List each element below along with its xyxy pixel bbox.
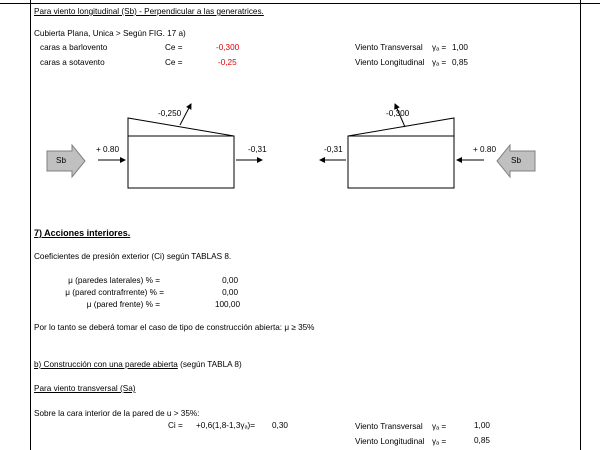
section-7-intro: Coeficientes de presión exterior (Ci) según TABLAS 8.: [34, 252, 232, 261]
section-sb-title: Para viento longitudinal (Sb) - Perpendicular a las generatrices.: [34, 7, 264, 16]
row-barlovento-factor-symbol: γₐ =: [432, 43, 447, 52]
section-b-title-rest: (según TABLA 8): [177, 360, 242, 369]
ci-formula: +0,6(1,8-1,3γₐ)=: [196, 421, 256, 430]
row-barlovento-label: caras a barlovento: [40, 43, 108, 52]
section-b-factor-longitudinal-symbol: γₐ =: [432, 437, 447, 446]
section-b-factor-transversal-value: 1,00: [474, 421, 490, 430]
row-sotavento-ce-label: Ce =: [165, 58, 183, 67]
section-sb-subtitle: Cubierta Plana, Unica > Según FIG. 17 a): [34, 29, 186, 38]
row-sotavento-factor-value: 0,85: [452, 58, 468, 67]
mu-frente-value: 100,00: [214, 300, 240, 309]
row-sotavento-factor-label: Viento Longitudinal: [355, 58, 425, 67]
section-b-line: Sobre la cara interior de la pared de u > 35%:: [34, 409, 200, 418]
section-b-title: [34, 360, 242, 370]
row-barlovento-ce-value: -0,300: [216, 43, 240, 52]
right-leeward-value: -0,31: [324, 145, 343, 154]
right-wind-label: Sb: [511, 156, 522, 165]
ci-value: 0,30: [272, 421, 288, 430]
ci-label: Ci =: [168, 421, 183, 430]
row-barlovento-ce-label: Ce =: [165, 43, 183, 52]
row-barlovento-factor-label: Viento Transversal: [355, 43, 423, 52]
section-b-factor-transversal-symbol: γₐ =: [432, 422, 447, 431]
left-wall-value: + 0.80: [96, 145, 119, 154]
section-b-factor-longitudinal-value: 0,85: [474, 436, 490, 445]
section-b-title-main: b) Construcción con una parede abierta: [34, 360, 178, 369]
section-b-sub: Para viento transversal (Sa): [34, 384, 136, 393]
section-7-title: 7) Acciones interiores.: [34, 228, 131, 238]
row-sotavento-factor-symbol: γₐ =: [432, 58, 447, 67]
mu-frente-label: μ (pared frente) % =: [86, 300, 160, 309]
left-roof-value: -0,250: [158, 109, 182, 118]
left-leeward-value: -0,31: [248, 145, 267, 154]
right-roof-value: -0,300: [386, 109, 410, 118]
mu-contrafrente-label: μ (pared contrafrrente) % =: [65, 288, 164, 297]
mu-laterales-label: μ (paredes laterales) % =: [68, 276, 160, 285]
mu-laterales-value: 0,00: [222, 276, 238, 285]
row-barlovento-factor-value: 1,00: [452, 43, 468, 52]
right-wall-value: + 0.80: [473, 145, 496, 154]
row-sotavento-ce-value: -0,25: [218, 58, 237, 67]
left-wind-label: Sb: [56, 156, 67, 165]
section-b-factor-longitudinal-label: Viento Longitudinal: [355, 437, 425, 446]
right-building: [348, 118, 454, 188]
row-sotavento-label: caras a sotavento: [40, 58, 105, 67]
section-b-factor-transversal-label: Viento Transversal: [355, 422, 423, 431]
left-building: [128, 118, 234, 188]
section-7-conclusion: Por lo tanto se deberá tomar el caso de tipo de construcción abierta: μ ≥ 35%: [34, 323, 315, 332]
left-roof-arrow: [180, 104, 191, 125]
mu-contrafrente-value: 0,00: [222, 288, 238, 297]
